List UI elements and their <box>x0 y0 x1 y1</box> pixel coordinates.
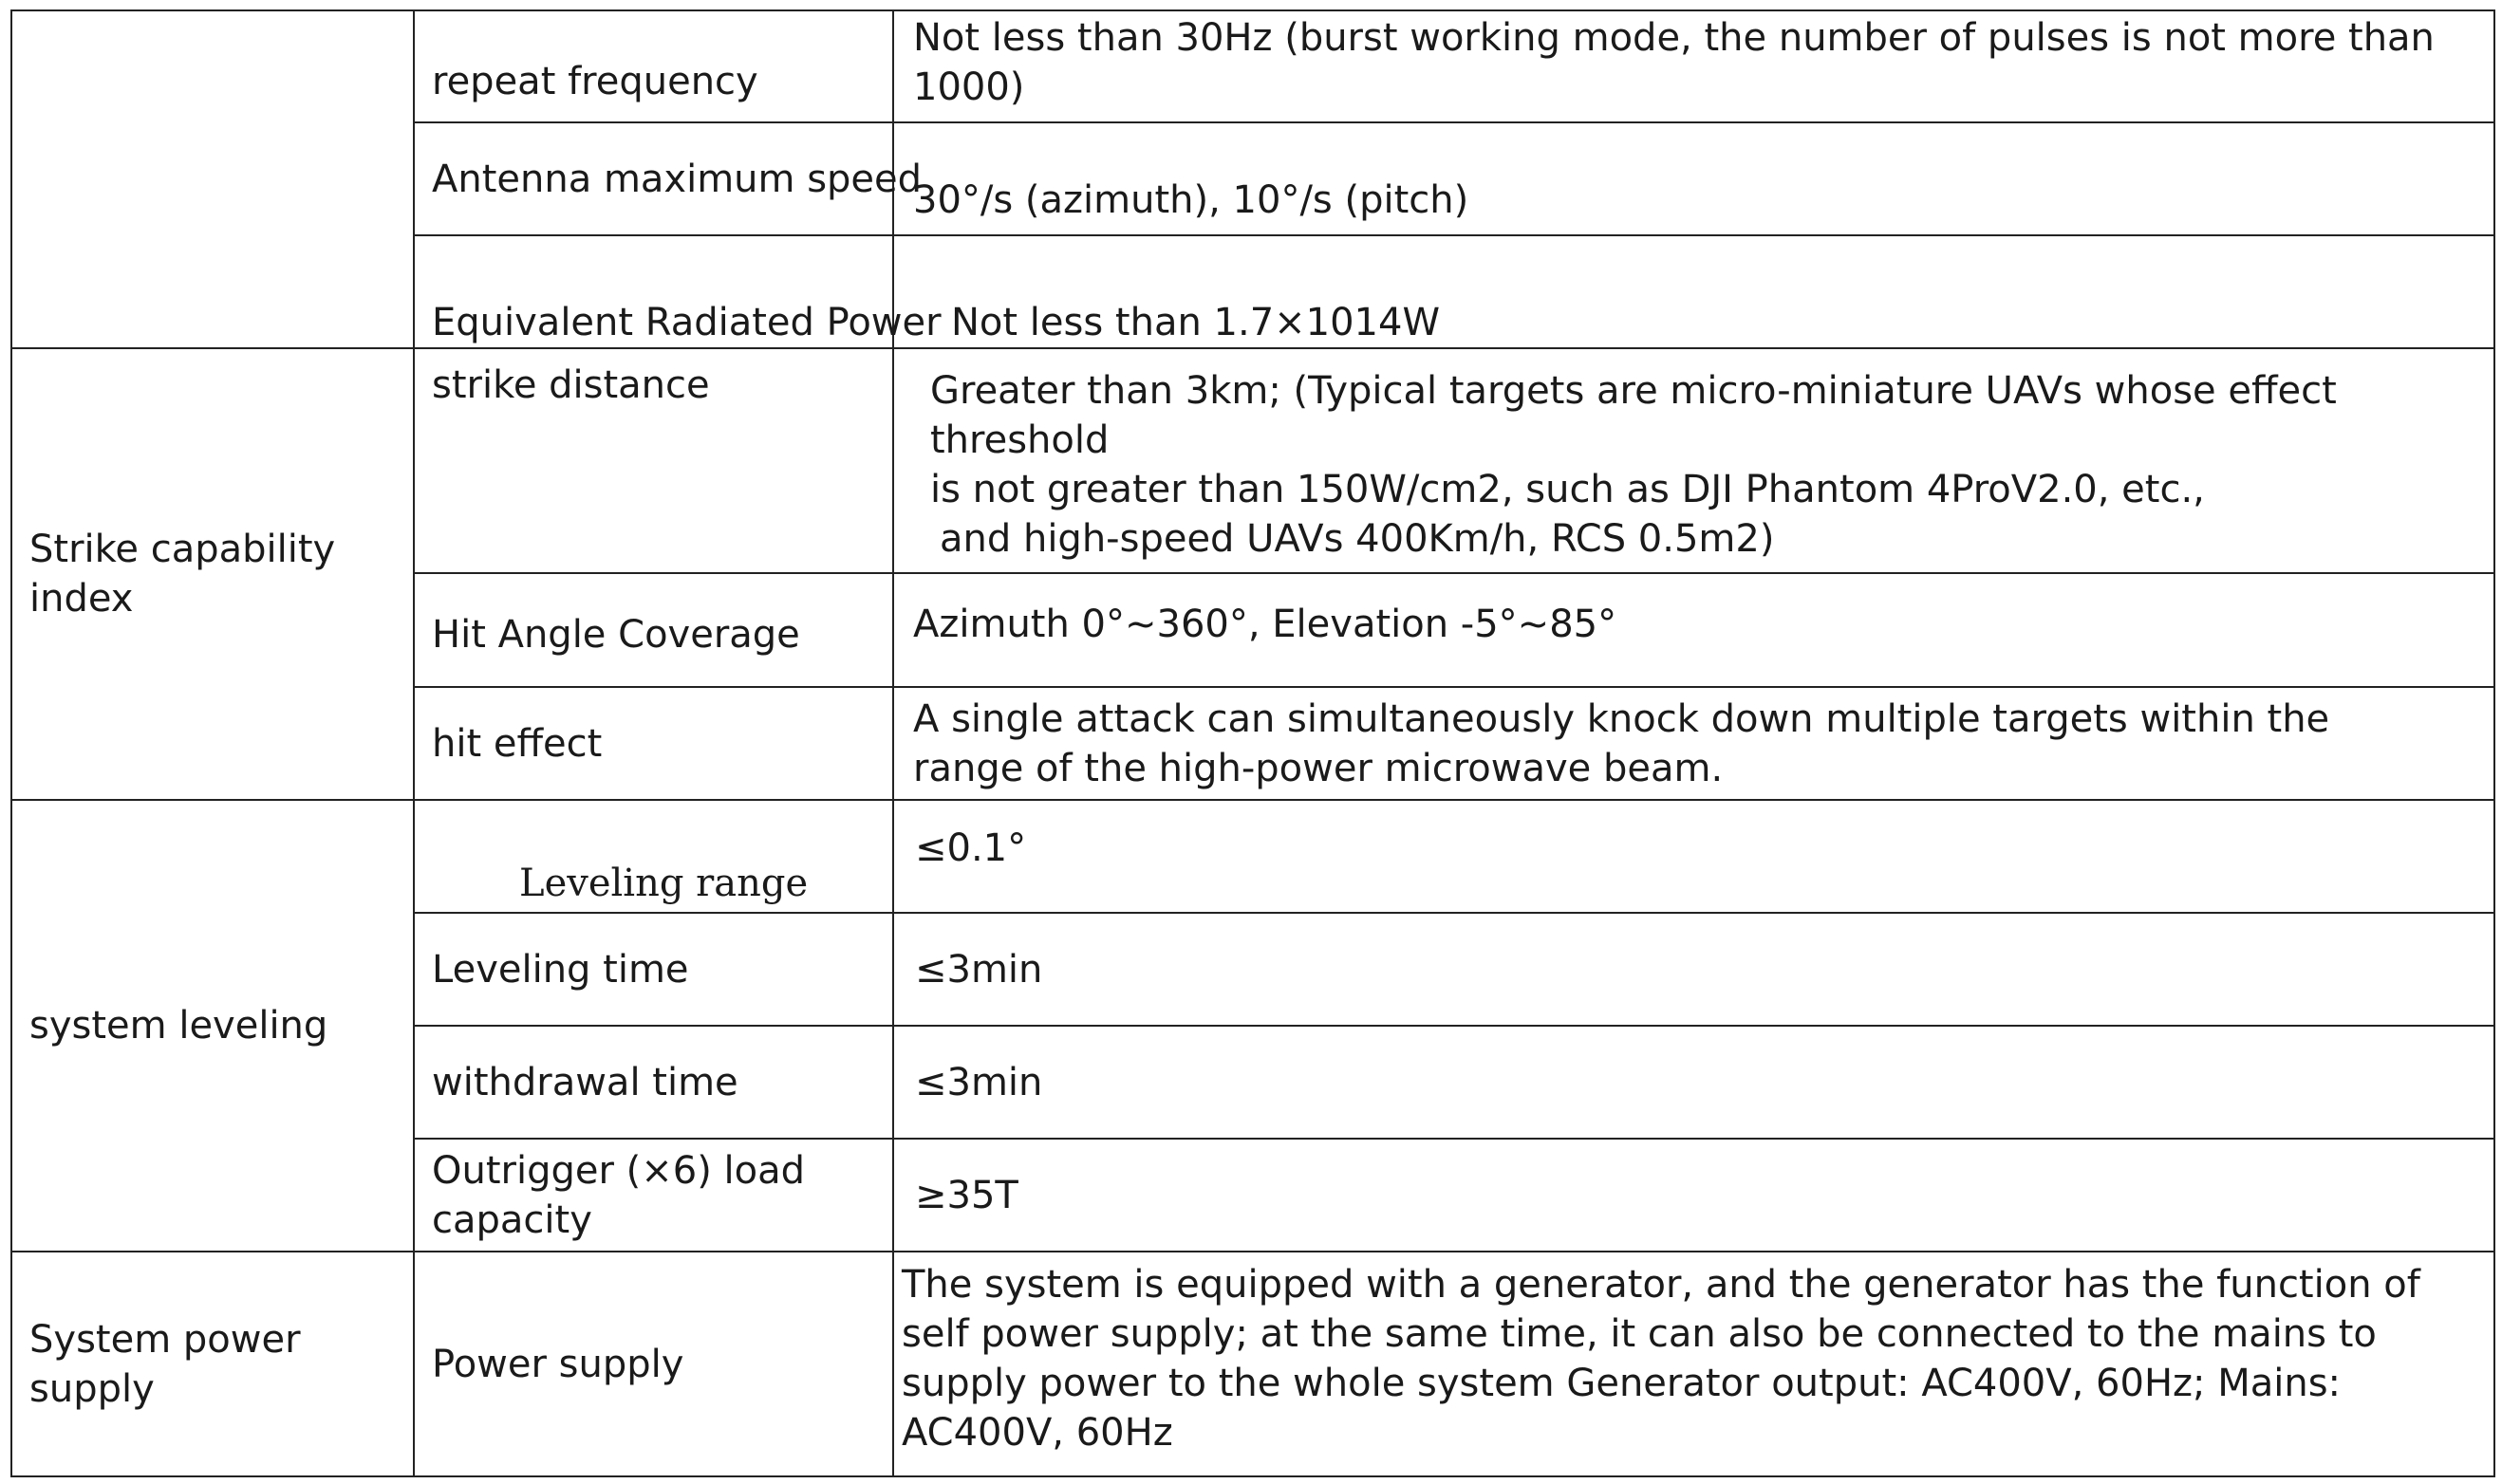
value-withdrawal-time: ≤3min <box>893 1026 2494 1139</box>
value-hit-angle: Azimuth 0°~360°, Elevation -5°~85° <box>893 573 2494 687</box>
value-leveling-range: ≤0.1° <box>893 800 2494 913</box>
value-strike-distance <box>893 348 2494 573</box>
category-system-leveling: system leveling <box>11 800 414 1252</box>
specification-table <box>10 9 2495 1477</box>
value-power-supply: The system is equipped with a generator, and the generator has the function of self power supply; at the same time, it can also be connected to the mains to supply power to the whole system Generator output: AC400V, 60Hz; Mains: AC400V, 60Hz <box>893 1252 2494 1476</box>
category-system-power-supply: System power supply <box>11 1252 414 1476</box>
table-row <box>11 800 2494 913</box>
param-leveling-time: Leveling time <box>414 913 893 1026</box>
param-erp: Equivalent Radiated Power <box>414 235 893 348</box>
value-strike-distance-line3: and high-speed UAVs 400Km/h, RCS 0.5m2) <box>940 517 1775 561</box>
value-strike-distance-line1: Greater than 3km; (Typical targets are micro-miniature UAVs whose effect threshold <box>930 369 2337 462</box>
value-outrigger-load: ≥35T <box>893 1139 2494 1252</box>
param-power-supply: Power supply <box>414 1252 893 1476</box>
table-row <box>11 348 2494 573</box>
value-antenna-speed: 30°/s (azimuth), 10°/s (pitch) <box>893 122 2494 235</box>
param-withdrawal-time: withdrawal time <box>414 1026 893 1139</box>
param-strike-distance: strike distance <box>414 348 893 573</box>
param-hit-angle: Hit Angle Coverage <box>414 573 893 687</box>
value-leveling-time: ≤3min <box>893 913 2494 1026</box>
value-repeat-frequency: Not less than 30Hz (burst working mode, the number of pulses is not more than 1000) <box>893 10 2494 122</box>
table-row <box>11 10 2494 122</box>
param-antenna-speed: Antenna maximum speed <box>414 122 893 235</box>
param-leveling-range: Leveling range <box>414 800 893 913</box>
param-hit-effect: hit effect <box>414 687 893 800</box>
table-row <box>11 1252 2494 1476</box>
category-cell-empty <box>11 10 414 348</box>
value-hit-effect: A single attack can simultaneously knock down multiple targets within the range of the high-power microwave beam. <box>893 687 2494 800</box>
value-strike-distance-line2: is not greater than 150W/cm2, such as DJI Phantom 4ProV2.0, etc., <box>930 468 2205 511</box>
param-outrigger-load: Outrigger (×6) load capacity <box>414 1139 893 1252</box>
value-erp: Not less than 1.7×1014W <box>893 235 2494 348</box>
category-strike-capability: Strike capability index <box>11 348 414 800</box>
param-repeat-frequency: repeat frequency <box>414 10 893 122</box>
